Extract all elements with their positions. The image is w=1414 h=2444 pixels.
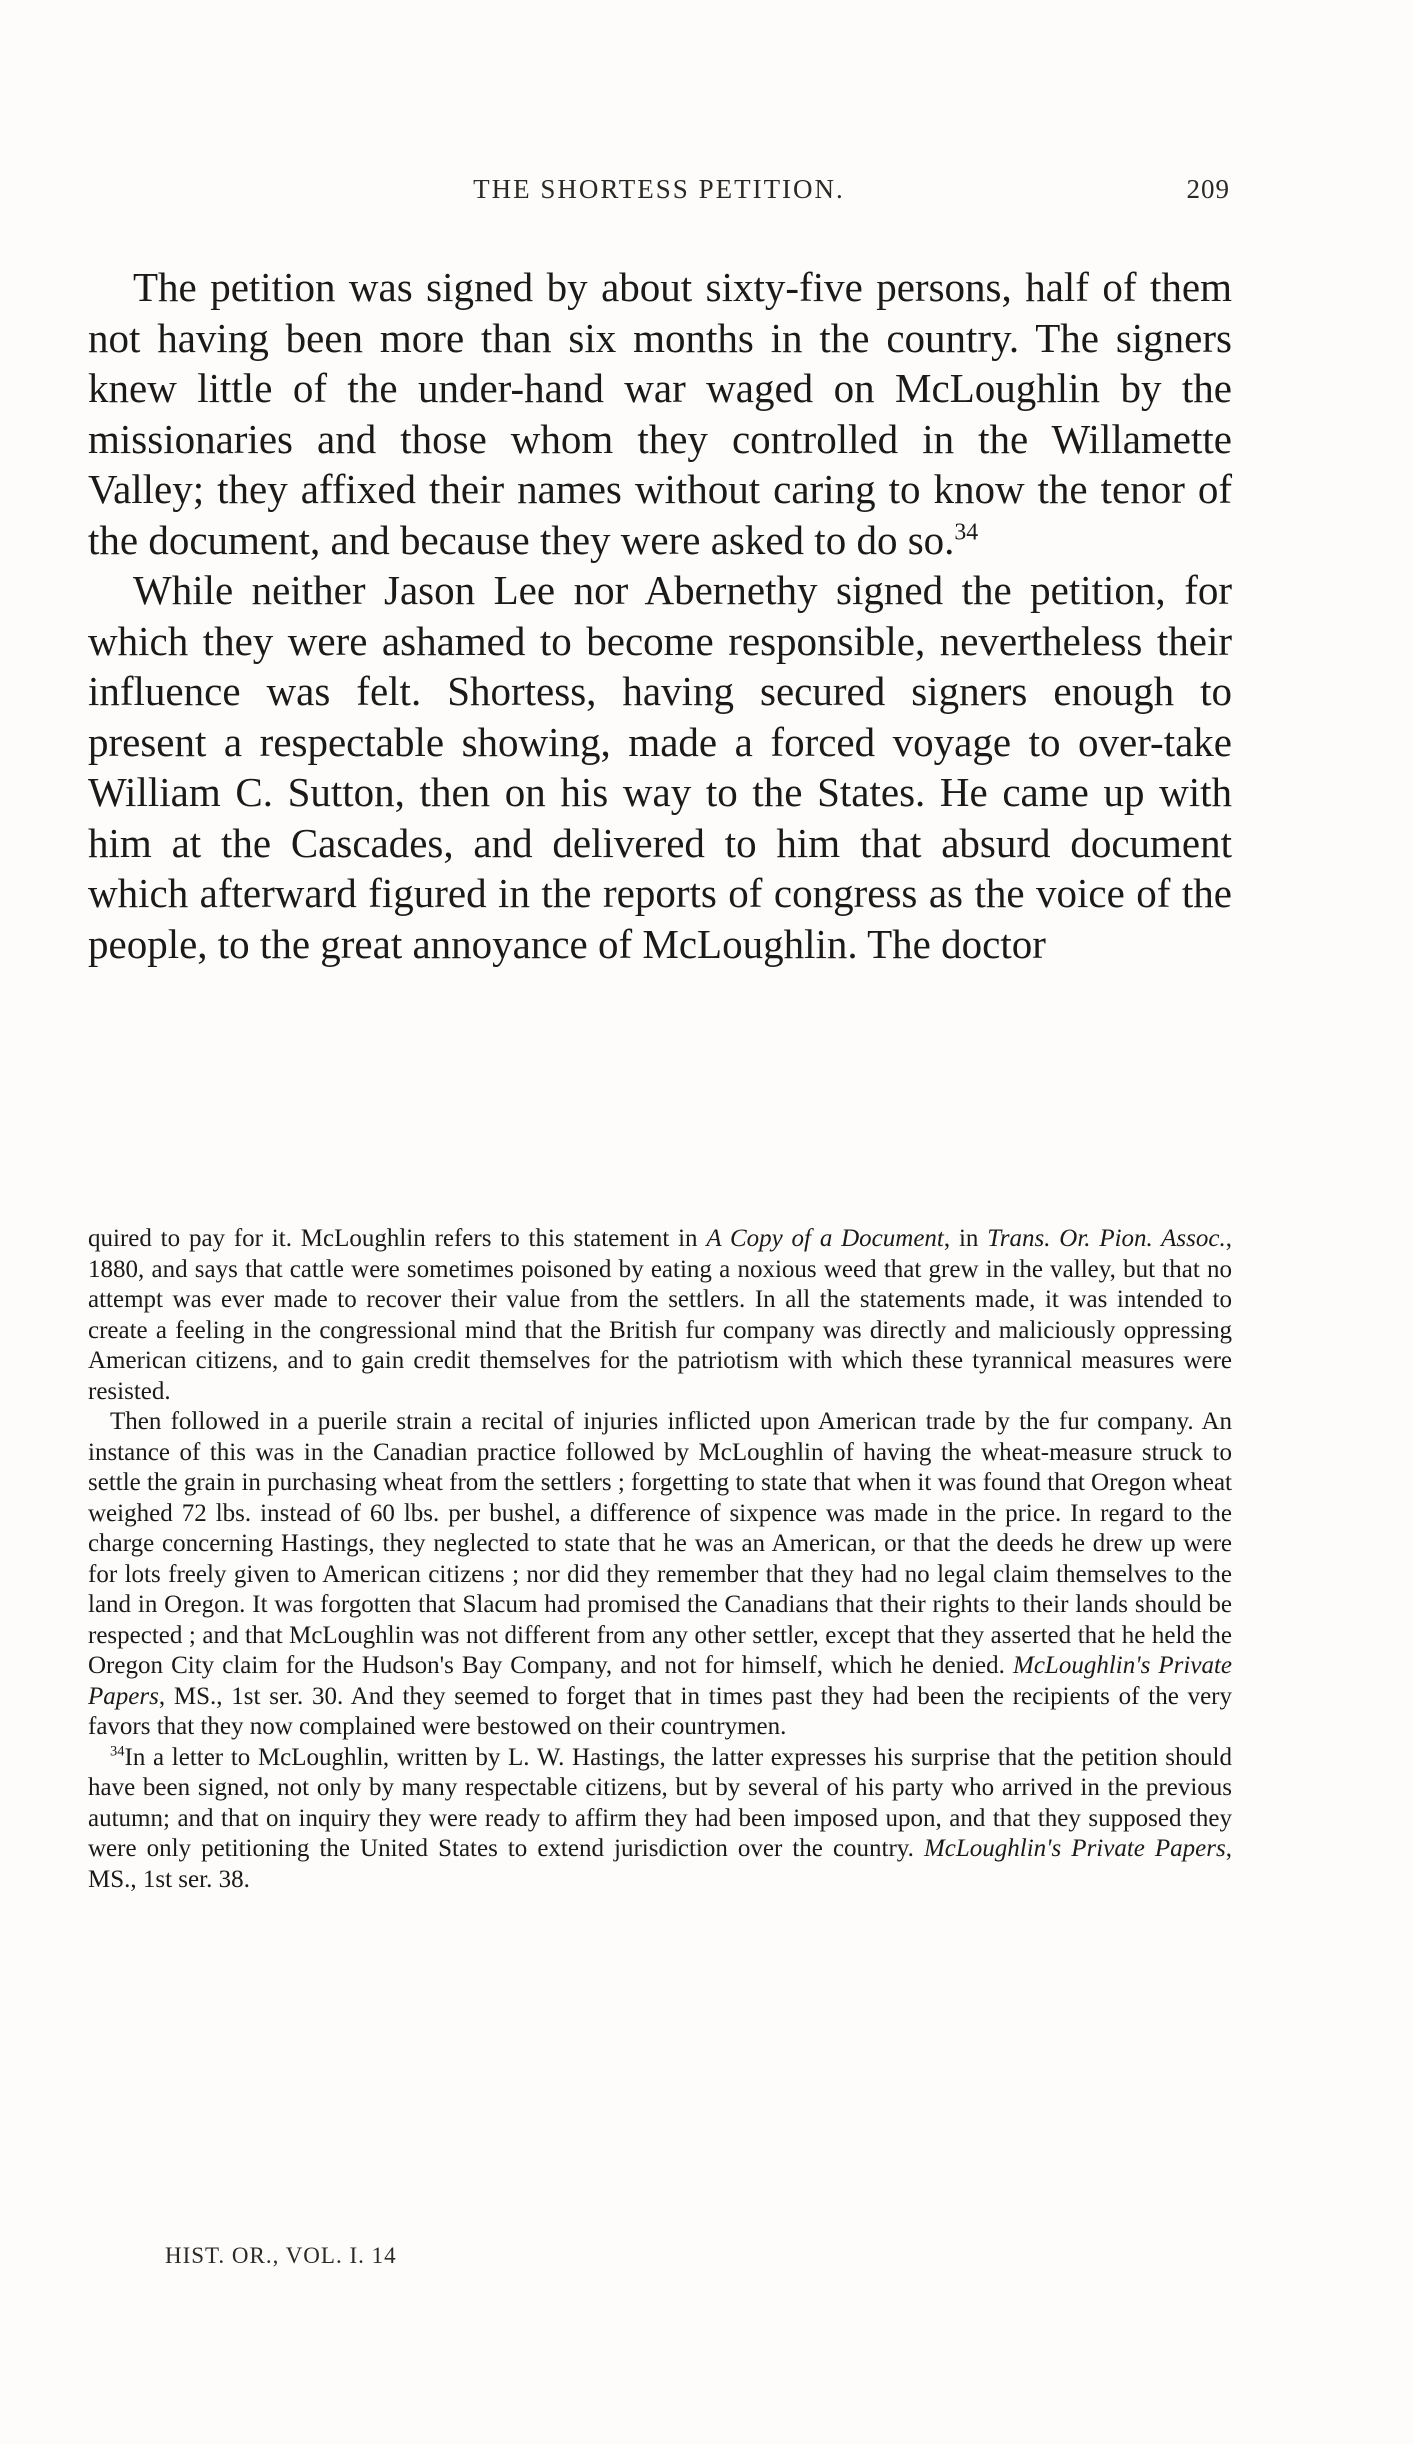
footnote-citation: Trans. Or. Pion. Assoc. [987, 1225, 1226, 1252]
footnote-mark: 34 [110, 1743, 125, 1760]
running-title: THE SHORTESS PETITION. [473, 174, 845, 204]
footnote-citation: McLoughlin's Private Papers [923, 1835, 1226, 1862]
footnote-text: quired to pay for it. McLoughlin refers to this statement in [88, 1225, 707, 1252]
footnote-text: In a letter to McLoughlin, written by L. W. Hastings, the latter expresses his surprise that the petition should have been signed, not only by many respectable citizens, but by several of his party who arrived in the previous autumn; and that on inquiry they were ready to affirm they had been imposed upon, and that they supposed they were only petitioning the United States to extend jurisdiction over the country. [88, 1743, 1232, 1862]
footnote-text: , MS., 1st ser. 30. And they seemed to forget that in times past they had been the recipients of the very favors that they now complained were bestowed on their countrymen. [88, 1682, 1232, 1740]
footnotes [88, 1224, 1232, 1895]
footnote-reference-34: 34 [954, 518, 979, 545]
footnote-text: , in [943, 1225, 988, 1252]
footnote-text: , 1880, and says that cattle were sometimes poisoned by eating a noxious weed that grew in the valley, but that no attempt was ever made to recover their value from the settlers. In all the statements made, it was intended to create a feeling in the congressional mind that the British fur company was directly and maliciously oppressing American citizens, and to gain credit themselves for the patriotism with which these tyrannical measures were resisted. [88, 1225, 1232, 1405]
body-paragraph-2: While neither Jason Lee nor Abernethy signed the petition, for which they were ashamed to become responsible, nevertheless their influence was felt. Shortess, having secured signers enough to present a respectable showing, made a forced voyage to over-take William C. Sutton, then on his way to the States. He came up with him at the Cascades, and delivered to him that absurd document which afterward figured in the reports of congress as the voice of the people, to the great annoyance of McLoughlin. The doctor [88, 567, 1232, 967]
footnote-citation: McLoughlin's Private Papers [88, 1652, 1232, 1710]
footnote-34 [88, 1743, 1232, 1896]
body-text [88, 262, 1232, 969]
footnote-continued [88, 1224, 1232, 1407]
footnote-paragraph [88, 1407, 1232, 1743]
page-number: 209 [1186, 174, 1230, 204]
footnote-citation: A Copy of a Document [706, 1225, 944, 1252]
footnote-text: , MS., 1st ser. 38. [88, 1835, 1232, 1893]
signature-line: HIST. OR., VOL. I. 14 [165, 2243, 397, 2268]
footnote-text: Then followed in a puerile strain a recital of injuries inflicted upon American trade by the fur company. An instance of this was in the Canadian practice followed by McLoughlin of having the wheat-measure struck to settle the grain in purchasing wheat from the settlers ; forgetting to state that when it was found that Oregon wheat weighed 72 lbs. instead of 60 lbs. per bushel, a difference of sixpence was made in the price. In regard to the charge concerning Hastings, they neglected to state that he was an American, or that the deeds he drew up were for lots freely given to American citizens ; nor did they remember that they had no legal claim themselves to the land in Oregon. It was forgotten that Slacum had promised the Canadians that their rights to their lands should be respected ; and that McLoughlin was not different from any other settler, except that they asserted that he held the Oregon City claim for the Hudson's Bay Company, and not for himself, which he denied. [88, 1408, 1232, 1679]
body-paragraph-1 [88, 262, 1232, 565]
body-paragraph-1-text: The petition was signed by about sixty-five persons, half of them not having been more than six months in the country. The signers knew little of the under-hand war waged on McLoughlin by the missionaries and those whom they controlled in the Willamette Valley; they affixed their names without caring to know the tenor of the document, and because they were asked to do so. [88, 264, 1232, 563]
running-head [88, 174, 1230, 214]
